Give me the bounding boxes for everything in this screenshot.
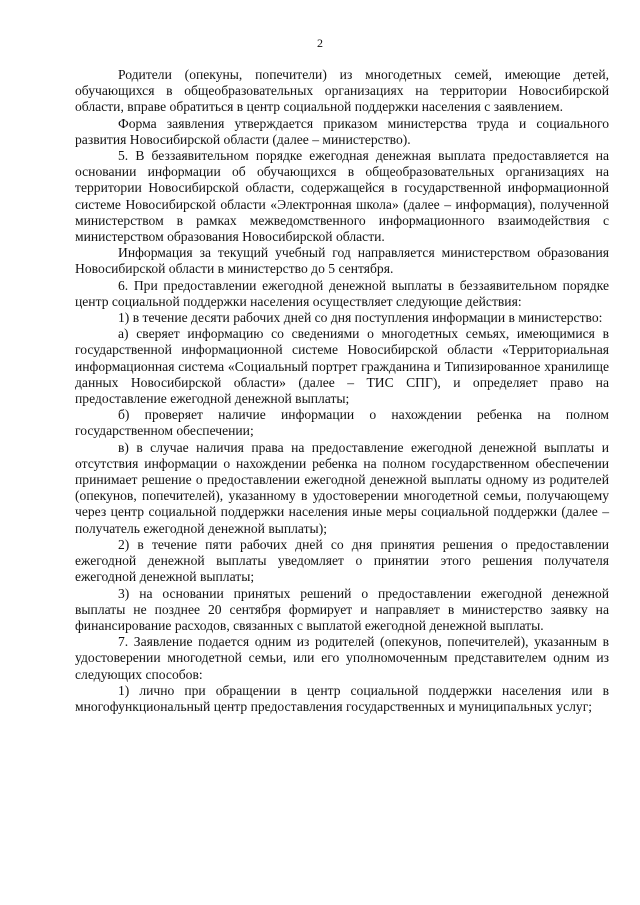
paragraph-subitem-7-1: 1) лично при обращении в центр социальной поддержки населения или в многофункциональный центр предоставления государственных и муниципальных услуг; bbox=[75, 682, 609, 714]
document-body bbox=[75, 67, 609, 715]
paragraph-subitem-6-3: 3) на основании принятых решений о предоставлении ежегодной денежной выплаты не позднее 20 сентября формирует и направляет в министерство заявку на финансирование расходов, связанных с выплатой ежегодной денежной выплаты. bbox=[75, 585, 609, 633]
paragraph-parents-right-to-apply: Родители (опекуны, попечители) из многодетных семей, имеющие детей, обучающихся в общеобразовательных организациях на территории Новосибирской области, вправе обратиться в центр социальной поддержки населения с заявлением. bbox=[75, 67, 609, 115]
paragraph-subitem-6-2: 2) в течение пяти рабочих дней со дня принятия решения о предоставлении ежегодной денежной выплаты уведомляет о принятии этого решения получателя ежегодной денежной выплаты; bbox=[75, 536, 609, 585]
paragraph-subitem-6-1-v: в) в случае наличия права на предоставление ежегодной денежной выплаты и отсутствия информации о нахождении ребенка на полном государственном обеспечении принимает решение о предоставлении ежегодной денежной выплаты одному из родителей (опекунов, попечителей), указанному в удостоверении многодетной семьи, получающему через центр социальной поддержки населения иные меры социальной поддержки (далее – получатель ежегодной денежной выплаты); bbox=[75, 439, 609, 536]
paragraph-subitem-6-1: 1) в течение десяти рабочих дней со дня поступления информации в министерство: bbox=[118, 310, 603, 326]
paragraph-subitem-6-1-b: б) проверяет наличие информации о нахождении ребенка на полном государственном обеспечении; bbox=[75, 407, 609, 439]
paragraph-subitem-6-1-a: а) сверяет информацию со сведениями о многодетных семьях, имеющимися в государственной информационной системе Новосибирской области «Территориальная информационная система «Социальный портрет гражданина и Типизированное хранилище данных Новосибирской области» (далее – ТИС СПГ), и определяет право на предоставление ежегодной денежной выплаты; bbox=[75, 326, 609, 407]
paragraph-item-5: 5. В беззаявительном порядке ежегодная денежная выплата предоставляется на основании информации об обучающихся в общеобразовательных организациях на территории Новосибирской области, содержащейся в государственной информационной системе Новосибирской области «Электронная школа» (далее – информация), полученной министерством в рамках межведомственного информационного взаимодействия с министерством образования Новосибирской области. bbox=[75, 148, 609, 245]
paragraph-item-7: 7. Заявление подается одним из родителей (опекунов, попечителей), указанным в удостоверении многодетной семьи, или его уполномоченным представителем одним из следующих способов: bbox=[75, 634, 609, 682]
paragraph-information-deadline: Информация за текущий учебный год направляется министерством образования Новосибирской области в министерство до 5 сентября. bbox=[75, 245, 609, 277]
page-number: 2 bbox=[317, 36, 323, 50]
paragraph-application-form: Форма заявления утверждается приказом министерства труда и социального развития Новосибирской области (далее – министерство). bbox=[75, 115, 609, 147]
paragraph-item-6: 6. При предоставлении ежегодной денежной выплаты в беззаявительном порядке центр социальной поддержки населения осуществляет следующие действия: bbox=[75, 277, 609, 309]
